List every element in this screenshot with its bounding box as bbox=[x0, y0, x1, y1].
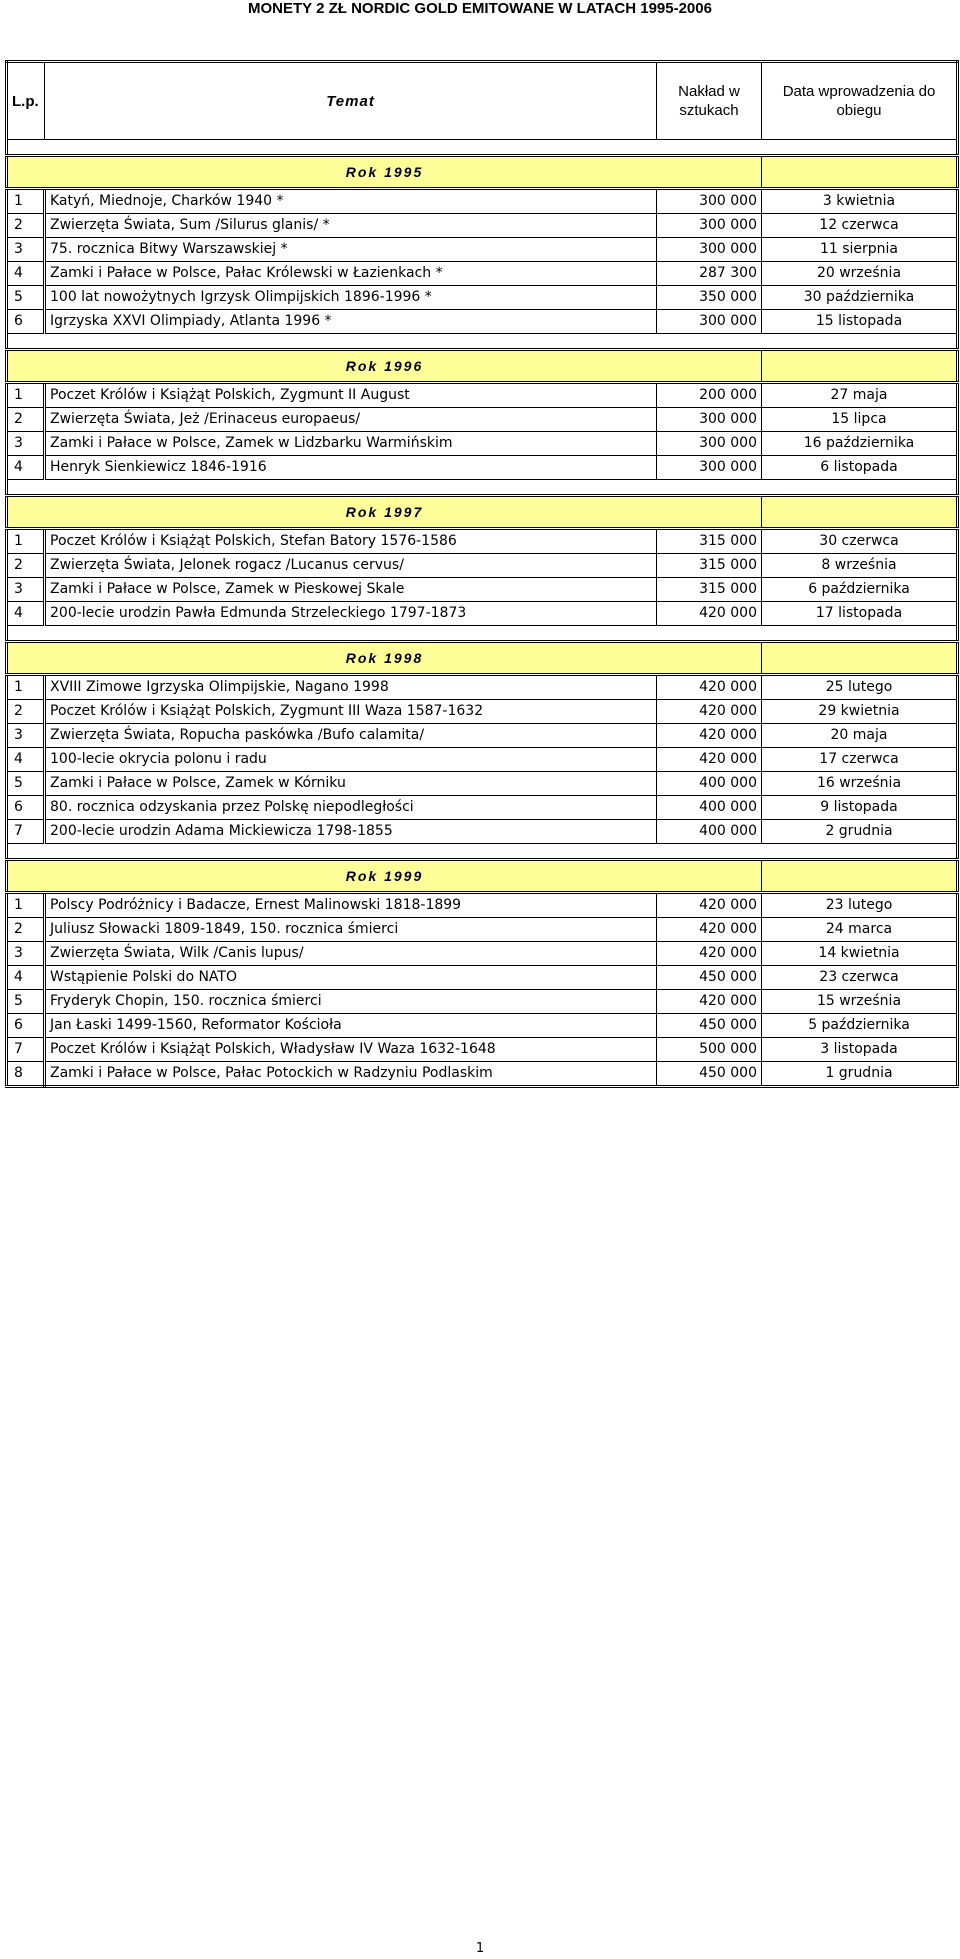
row-title: 75. rocznica Bitwy Warszawskiej * bbox=[45, 238, 657, 262]
row-quantity: 315 000 bbox=[657, 578, 762, 602]
row-number: 6 bbox=[7, 310, 45, 334]
table-row bbox=[7, 724, 958, 748]
row-quantity: 420 000 bbox=[657, 893, 762, 918]
row-title: Igrzyska XXVI Olimpiady, Atlanta 1996 * bbox=[45, 310, 657, 334]
year-label: Rok 1998 bbox=[7, 642, 762, 675]
row-date: 23 czerwca bbox=[762, 966, 958, 990]
row-number: 3 bbox=[7, 724, 45, 748]
row-date: 20 maja bbox=[762, 724, 958, 748]
table-row bbox=[7, 238, 958, 262]
table-row bbox=[7, 262, 958, 286]
row-number: 5 bbox=[7, 772, 45, 796]
row-date: 9 listopada bbox=[762, 796, 958, 820]
year-empty-cell bbox=[762, 860, 958, 893]
row-date: 15 września bbox=[762, 990, 958, 1014]
table-row bbox=[7, 918, 958, 942]
year-label: Rok 1999 bbox=[7, 860, 762, 893]
row-number: 2 bbox=[7, 408, 45, 432]
header-temat: Temat bbox=[45, 62, 657, 140]
row-number: 2 bbox=[7, 554, 45, 578]
row-date: 12 czerwca bbox=[762, 214, 958, 238]
table-row bbox=[7, 942, 958, 966]
row-quantity: 300 000 bbox=[657, 214, 762, 238]
row-date: 15 lipca bbox=[762, 408, 958, 432]
row-title: 100-lecie okrycia polonu i radu bbox=[45, 748, 657, 772]
row-date: 24 marca bbox=[762, 918, 958, 942]
row-title: Poczet Królów i Książąt Polskich, Stefan Batory 1576-1586 bbox=[45, 529, 657, 554]
row-number: 5 bbox=[7, 990, 45, 1014]
row-date: 20 września bbox=[762, 262, 958, 286]
row-quantity: 300 000 bbox=[657, 408, 762, 432]
year-empty-cell bbox=[762, 642, 958, 675]
row-quantity: 420 000 bbox=[657, 700, 762, 724]
row-title: Juliusz Słowacki 1809-1849, 150. rocznica śmierci bbox=[45, 918, 657, 942]
year-label: Rok 1996 bbox=[7, 350, 762, 383]
table-row bbox=[7, 748, 958, 772]
row-date: 11 sierpnia bbox=[762, 238, 958, 262]
row-title: Zwierzęta Świata, Sum /Silurus glanis/ * bbox=[45, 214, 657, 238]
row-quantity: 287 300 bbox=[657, 262, 762, 286]
row-number: 1 bbox=[7, 893, 45, 918]
row-date: 5 października bbox=[762, 1014, 958, 1038]
row-quantity: 400 000 bbox=[657, 772, 762, 796]
table-row bbox=[7, 310, 958, 334]
table-row bbox=[7, 990, 958, 1014]
table-row bbox=[7, 602, 958, 626]
row-date: 14 kwietnia bbox=[762, 942, 958, 966]
row-number: 3 bbox=[7, 432, 45, 456]
header-data: Data wprowadzenia do obiegu bbox=[762, 62, 958, 140]
row-number: 2 bbox=[7, 918, 45, 942]
spacer-row bbox=[7, 334, 958, 350]
row-date: 15 listopada bbox=[762, 310, 958, 334]
table-row bbox=[7, 408, 958, 432]
spacer-row bbox=[7, 626, 958, 642]
row-title: Jan Łaski 1499-1560, Reformator Kościoła bbox=[45, 1014, 657, 1038]
row-quantity: 300 000 bbox=[657, 238, 762, 262]
row-quantity: 420 000 bbox=[657, 748, 762, 772]
table-row bbox=[7, 1014, 958, 1038]
row-title: Zamki i Pałace w Polsce, Pałac Potockich w Radzyniu Podlaskim bbox=[45, 1062, 657, 1087]
row-quantity: 300 000 bbox=[657, 456, 762, 480]
table-row bbox=[7, 796, 958, 820]
row-title: Zwierzęta Świata, Ropucha paskówka /Bufo calamita/ bbox=[45, 724, 657, 748]
table-row bbox=[7, 1038, 958, 1062]
row-number: 3 bbox=[7, 942, 45, 966]
row-date: 29 kwietnia bbox=[762, 700, 958, 724]
row-date: 6 listopada bbox=[762, 456, 958, 480]
row-quantity: 315 000 bbox=[657, 529, 762, 554]
table-row bbox=[7, 383, 958, 408]
row-title: Fryderyk Chopin, 150. rocznica śmierci bbox=[45, 990, 657, 1014]
year-label: Rok 1995 bbox=[7, 156, 762, 189]
row-title: 200-lecie urodzin Pawła Edmunda Strzeleckiego 1797-1873 bbox=[45, 602, 657, 626]
spacer-cell bbox=[7, 140, 958, 156]
row-number: 4 bbox=[7, 456, 45, 480]
row-number: 1 bbox=[7, 675, 45, 700]
row-title: Wstąpienie Polski do NATO bbox=[45, 966, 657, 990]
table-row bbox=[7, 214, 958, 238]
table-header-row bbox=[7, 62, 958, 140]
table-row bbox=[7, 1062, 958, 1087]
row-quantity: 300 000 bbox=[657, 310, 762, 334]
table-row bbox=[7, 700, 958, 724]
row-quantity: 300 000 bbox=[657, 189, 762, 214]
header-lp: L.p. bbox=[7, 62, 45, 140]
spacer-cell bbox=[7, 480, 958, 496]
row-date: 3 listopada bbox=[762, 1038, 958, 1062]
table-row bbox=[7, 456, 958, 480]
row-number: 3 bbox=[7, 578, 45, 602]
coin-table bbox=[5, 60, 959, 1088]
row-quantity: 400 000 bbox=[657, 796, 762, 820]
table-row bbox=[7, 966, 958, 990]
table-row bbox=[7, 554, 958, 578]
table-row bbox=[7, 675, 958, 700]
row-number: 2 bbox=[7, 214, 45, 238]
year-empty-cell bbox=[762, 156, 958, 189]
row-date: 16 września bbox=[762, 772, 958, 796]
page-number: 1 bbox=[475, 1941, 485, 1956]
row-number: 7 bbox=[7, 820, 45, 844]
year-row bbox=[7, 642, 958, 675]
row-date: 17 listopada bbox=[762, 602, 958, 626]
row-quantity: 450 000 bbox=[657, 1062, 762, 1087]
year-row bbox=[7, 156, 958, 189]
row-title: Poczet Królów i Książąt Polskich, Zygmunt II August bbox=[45, 383, 657, 408]
row-date: 23 lutego bbox=[762, 893, 958, 918]
row-number: 8 bbox=[7, 1062, 45, 1087]
row-number: 4 bbox=[7, 262, 45, 286]
spacer-cell bbox=[7, 334, 958, 350]
table-row bbox=[7, 189, 958, 214]
row-number: 1 bbox=[7, 189, 45, 214]
year-row bbox=[7, 496, 958, 529]
table-row bbox=[7, 578, 958, 602]
row-date: 30 czerwca bbox=[762, 529, 958, 554]
row-date: 17 czerwca bbox=[762, 748, 958, 772]
header-naklad: Nakład w sztukach bbox=[657, 62, 762, 140]
row-quantity: 400 000 bbox=[657, 820, 762, 844]
table-row bbox=[7, 772, 958, 796]
row-date: 8 września bbox=[762, 554, 958, 578]
row-number: 6 bbox=[7, 1014, 45, 1038]
row-title: Zwierzęta Świata, Jeż /Erinaceus europaeus/ bbox=[45, 408, 657, 432]
row-quantity: 500 000 bbox=[657, 1038, 762, 1062]
row-quantity: 200 000 bbox=[657, 383, 762, 408]
row-date: 2 grudnia bbox=[762, 820, 958, 844]
year-label: Rok 1997 bbox=[7, 496, 762, 529]
row-title: Zamki i Pałace w Polsce, Zamek w Lidzbarku Warmińskim bbox=[45, 432, 657, 456]
row-quantity: 300 000 bbox=[657, 432, 762, 456]
row-number: 4 bbox=[7, 602, 45, 626]
row-number: 4 bbox=[7, 748, 45, 772]
row-quantity: 420 000 bbox=[657, 675, 762, 700]
year-empty-cell bbox=[762, 350, 958, 383]
row-title: Polscy Podróżnicy i Badacze, Ernest Malinowski 1818-1899 bbox=[45, 893, 657, 918]
row-title: XVIII Zimowe Igrzyska Olimpijskie, Nagano 1998 bbox=[45, 675, 657, 700]
row-number: 4 bbox=[7, 966, 45, 990]
table-row bbox=[7, 820, 958, 844]
row-number: 1 bbox=[7, 383, 45, 408]
year-empty-cell bbox=[762, 496, 958, 529]
row-number: 7 bbox=[7, 1038, 45, 1062]
row-date: 16 października bbox=[762, 432, 958, 456]
year-row bbox=[7, 860, 958, 893]
row-title: Henryk Sienkiewicz 1846-1916 bbox=[45, 456, 657, 480]
row-title: 80. rocznica odzyskania przez Polskę niepodległości bbox=[45, 796, 657, 820]
row-date: 6 października bbox=[762, 578, 958, 602]
row-quantity: 420 000 bbox=[657, 990, 762, 1014]
row-quantity: 420 000 bbox=[657, 724, 762, 748]
row-number: 5 bbox=[7, 286, 45, 310]
row-title: Katyń, Miednoje, Charków 1940 * bbox=[45, 189, 657, 214]
row-quantity: 420 000 bbox=[657, 942, 762, 966]
row-title: 200-lecie urodzin Adama Mickiewicza 1798-1855 bbox=[45, 820, 657, 844]
row-number: 2 bbox=[7, 700, 45, 724]
row-quantity: 450 000 bbox=[657, 1014, 762, 1038]
table-row bbox=[7, 893, 958, 918]
row-title: Zwierzęta Świata, Jelonek rogacz /Lucanus cervus/ bbox=[45, 554, 657, 578]
row-date: 27 maja bbox=[762, 383, 958, 408]
table-row bbox=[7, 286, 958, 310]
row-date: 3 kwietnia bbox=[762, 189, 958, 214]
row-title: Zamki i Pałace w Polsce, Zamek w Kórniku bbox=[45, 772, 657, 796]
row-date: 1 grudnia bbox=[762, 1062, 958, 1087]
spacer-row bbox=[7, 844, 958, 860]
row-quantity: 350 000 bbox=[657, 286, 762, 310]
spacer-cell bbox=[7, 844, 958, 860]
row-title: 100 lat nowożytnych Igrzysk Olimpijskich 1896-1996 * bbox=[45, 286, 657, 310]
table-row bbox=[7, 432, 958, 456]
year-row bbox=[7, 350, 958, 383]
row-quantity: 420 000 bbox=[657, 918, 762, 942]
spacer-cell bbox=[7, 626, 958, 642]
row-quantity: 315 000 bbox=[657, 554, 762, 578]
spacer-row bbox=[7, 480, 958, 496]
row-title: Poczet Królów i Książąt Polskich, Władysław IV Waza 1632-1648 bbox=[45, 1038, 657, 1062]
spacer-row bbox=[7, 140, 958, 156]
row-title: Zwierzęta Świata, Wilk /Canis lupus/ bbox=[45, 942, 657, 966]
row-title: Zamki i Pałace w Polsce, Zamek w Pieskowej Skale bbox=[45, 578, 657, 602]
row-quantity: 420 000 bbox=[657, 602, 762, 626]
row-date: 30 października bbox=[762, 286, 958, 310]
page-title: MONETY 2 ZŁ NORDIC GOLD EMITOWANE W LATACH 1995-2006 bbox=[248, 0, 712, 17]
row-quantity: 450 000 bbox=[657, 966, 762, 990]
row-title: Poczet Królów i Książąt Polskich, Zygmunt III Waza 1587-1632 bbox=[45, 700, 657, 724]
row-title: Zamki i Pałace w Polsce, Pałac Królewski w Łazienkach * bbox=[45, 262, 657, 286]
row-number: 6 bbox=[7, 796, 45, 820]
row-number: 1 bbox=[7, 529, 45, 554]
row-date: 25 lutego bbox=[762, 675, 958, 700]
row-number: 3 bbox=[7, 238, 45, 262]
table-row bbox=[7, 529, 958, 554]
